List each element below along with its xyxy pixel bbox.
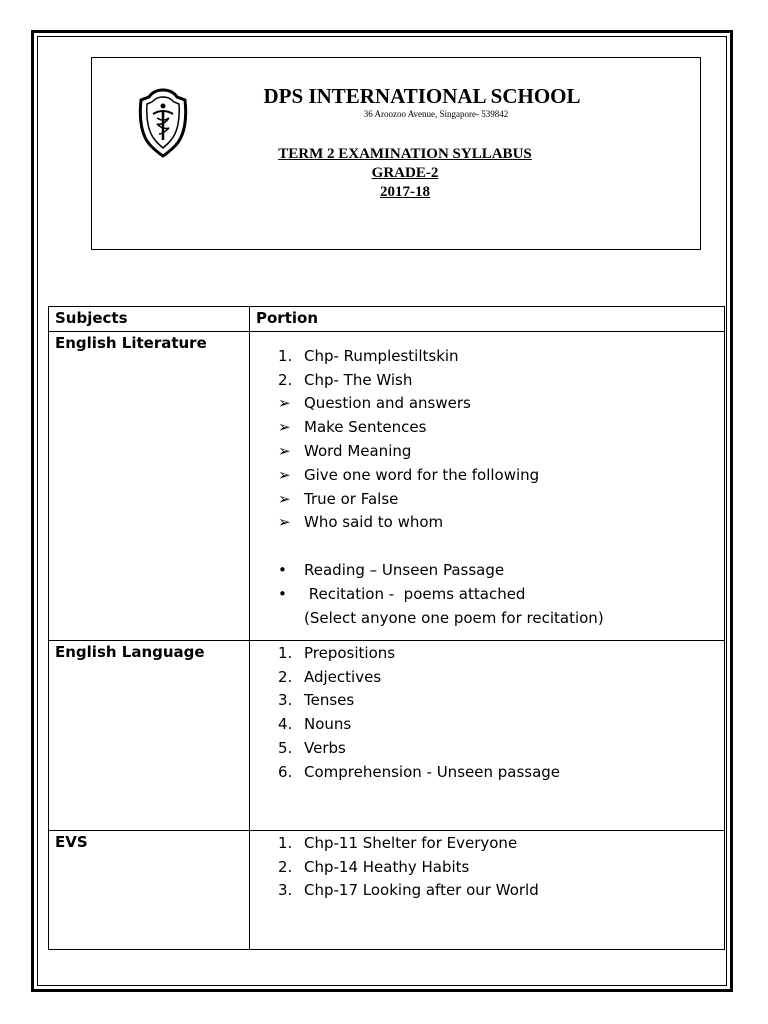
list-item: 5. Verbs — [278, 739, 346, 758]
list-item: 2. Adjectives — [278, 667, 382, 686]
arrow-bullet-icon: ➢ — [278, 513, 291, 532]
syllabus-table — [48, 306, 725, 950]
list-item: ➢ True or False — [278, 489, 399, 508]
school-address: 36 Aroozoo Avenue, Singapore- 539842 — [363, 109, 509, 119]
list-item: 3. Chp-17 Looking after our World — [278, 881, 539, 900]
list-item: 2. Chp-14 Heathy Habits — [278, 857, 470, 876]
portion-cell — [250, 332, 725, 641]
list-item: 1. Chp- Rumplestiltskin — [278, 346, 459, 365]
list-item: ➢ Give one word for the following — [278, 465, 540, 484]
arrow-bullet-icon: ➢ — [278, 418, 291, 437]
subject-cell: English Literature — [49, 332, 250, 641]
header-box — [91, 57, 701, 250]
list-item: • Reading – Unseen Passage — [278, 561, 505, 580]
arrow-bullet-icon: ➢ — [278, 489, 291, 508]
bullet-icon: • — [278, 561, 287, 580]
column-header-subjects: Subjects — [49, 307, 250, 332]
recitation-note: (Select anyone one poem for recitation) — [304, 608, 604, 627]
academic-year: 2017-18 — [380, 184, 430, 200]
arrow-bullet-icon: ➢ — [278, 465, 291, 484]
table-row — [49, 641, 725, 831]
grade-label: GRADE-2 — [371, 165, 439, 181]
column-header-portion: Portion — [250, 307, 725, 332]
arrow-bullet-icon: ➢ — [278, 442, 291, 461]
list-item: 3. Tenses — [278, 691, 355, 710]
exam-title: TERM 2 EXAMINATION SYLLABUS — [278, 146, 532, 162]
list-item: ➢ Who said to whom — [278, 513, 444, 532]
list-item: • Recitation - poems attached — [278, 584, 526, 603]
arrow-bullet-icon: ➢ — [278, 394, 291, 413]
table-header-row — [49, 307, 725, 332]
list-item: ➢ Question and answers — [278, 394, 471, 413]
list-item: 6. Comprehension - Unseen passage — [278, 762, 561, 781]
list-item: 4. Nouns — [278, 715, 352, 734]
school-name: DPS INTERNATIONAL SCHOOL — [263, 84, 581, 108]
table-row — [49, 831, 725, 950]
list-item: ➢ Make Sentences — [278, 418, 427, 437]
bullet-icon: • — [278, 584, 287, 603]
list-item: ➢ Word Meaning — [278, 442, 412, 461]
list-item: 1. Prepositions — [278, 643, 396, 662]
portion-cell — [250, 831, 725, 950]
subject-cell: English Language — [49, 641, 250, 831]
table-row — [49, 332, 725, 641]
subject-cell: EVS — [49, 831, 250, 950]
portion-cell — [250, 641, 725, 831]
list-item: 1. Chp-11 Shelter for Everyone — [278, 833, 518, 852]
list-item: 2. Chp- The Wish — [278, 370, 413, 389]
